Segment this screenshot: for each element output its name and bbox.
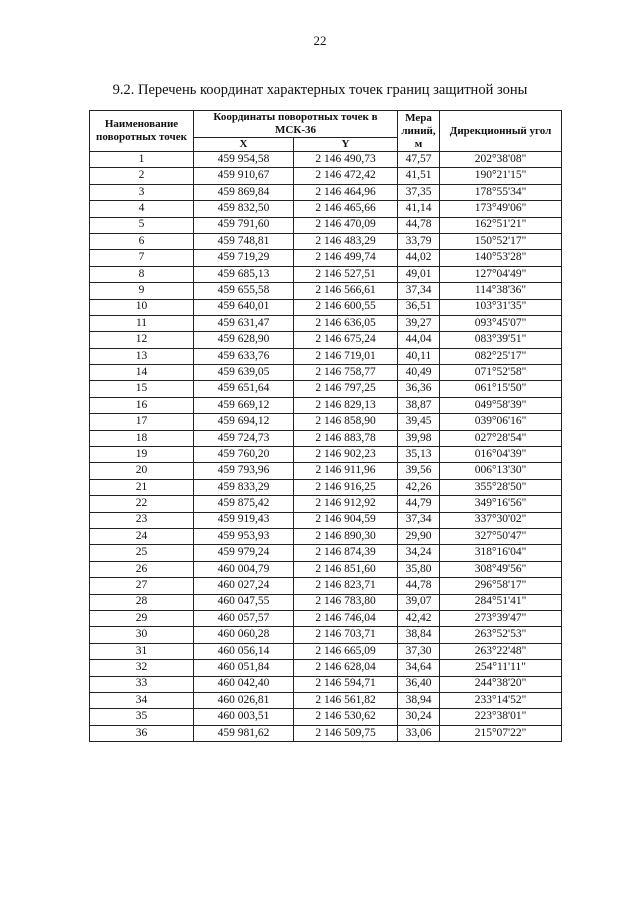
cell-y: 2 146 911,96 — [294, 463, 398, 479]
cell-direction-angle: 103°31'35" — [440, 299, 562, 315]
cell-x: 460 047,55 — [194, 594, 294, 610]
cell-direction-angle: 233°14'52" — [440, 692, 562, 708]
table-row — [90, 709, 562, 725]
cell-y: 2 146 902,23 — [294, 447, 398, 463]
header-point-name: Наименование поворотных точек — [90, 111, 194, 152]
cell-direction-angle: 337°30'02" — [440, 512, 562, 528]
cell-x: 459 724,73 — [194, 430, 294, 446]
cell-direction-angle: 127°04'49" — [440, 266, 562, 282]
table-row — [90, 676, 562, 692]
cell-line-measure: 37,30 — [398, 643, 440, 659]
cell-x: 459 910,67 — [194, 168, 294, 184]
cell-y: 2 146 904,59 — [294, 512, 398, 528]
cell-line-measure: 44,04 — [398, 332, 440, 348]
cell-x: 459 694,12 — [194, 414, 294, 430]
table-row — [90, 692, 562, 708]
table-caption: 9.2. Перечень координат характерных точек границ защитной зоны — [112, 82, 528, 98]
cell-point-number: 30 — [90, 627, 194, 643]
cell-y: 2 146 530,62 — [294, 709, 398, 725]
cell-x: 460 056,14 — [194, 643, 294, 659]
cell-direction-angle: 355°28'50" — [440, 479, 562, 495]
cell-x: 459 628,90 — [194, 332, 294, 348]
cell-point-number: 21 — [90, 479, 194, 495]
table-row — [90, 283, 562, 299]
cell-direction-angle: 327°50'47" — [440, 528, 562, 544]
cell-y: 2 146 527,51 — [294, 266, 398, 282]
cell-x: 460 051,84 — [194, 660, 294, 676]
cell-point-number: 20 — [90, 463, 194, 479]
cell-point-number: 19 — [90, 447, 194, 463]
header-coordinates: Координаты поворотных точек в МСК-36 — [194, 111, 398, 138]
cell-line-measure: 39,27 — [398, 315, 440, 331]
cell-y: 2 146 829,13 — [294, 397, 398, 413]
cell-line-measure: 49,01 — [398, 266, 440, 282]
cell-direction-angle: 093°45'07" — [440, 315, 562, 331]
cell-direction-angle: 318°16'04" — [440, 545, 562, 561]
cell-point-number: 11 — [90, 315, 194, 331]
cell-direction-angle: 027°28'54" — [440, 430, 562, 446]
header-y: Y — [294, 138, 398, 152]
cell-direction-angle: 140°53'28" — [440, 250, 562, 266]
cell-y: 2 146 509,75 — [294, 725, 398, 741]
cell-point-number: 35 — [90, 709, 194, 725]
cell-direction-angle: 215°07'22" — [440, 725, 562, 741]
cell-point-number: 31 — [90, 643, 194, 659]
cell-point-number: 12 — [90, 332, 194, 348]
cell-x: 459 655,58 — [194, 283, 294, 299]
cell-line-measure: 41,51 — [398, 168, 440, 184]
cell-y: 2 146 636,05 — [294, 315, 398, 331]
cell-y: 2 146 628,04 — [294, 660, 398, 676]
cell-y: 2 146 823,71 — [294, 578, 398, 594]
cell-x: 460 057,57 — [194, 610, 294, 626]
cell-direction-angle: 083°39'51" — [440, 332, 562, 348]
table-row — [90, 168, 562, 184]
table-row — [90, 528, 562, 544]
table-row — [90, 627, 562, 643]
cell-point-number: 34 — [90, 692, 194, 708]
cell-y: 2 146 561,82 — [294, 692, 398, 708]
cell-direction-angle: 178°55'34" — [440, 184, 562, 200]
coordinates-table — [89, 110, 562, 742]
table-row — [90, 594, 562, 610]
cell-direction-angle: 114°38'36" — [440, 283, 562, 299]
cell-x: 459 631,47 — [194, 315, 294, 331]
cell-line-measure: 42,26 — [398, 479, 440, 495]
cell-x: 460 003,51 — [194, 709, 294, 725]
cell-x: 459 791,60 — [194, 217, 294, 233]
cell-line-measure: 40,49 — [398, 365, 440, 381]
header-direction-angle: Дирекционный угол — [440, 111, 562, 152]
cell-point-number: 14 — [90, 365, 194, 381]
cell-direction-angle: 223°38'01" — [440, 709, 562, 725]
cell-direction-angle: 254°11'11" — [440, 660, 562, 676]
cell-y: 2 146 470,09 — [294, 217, 398, 233]
cell-line-measure: 47,57 — [398, 152, 440, 168]
cell-line-measure: 36,40 — [398, 676, 440, 692]
cell-point-number: 15 — [90, 381, 194, 397]
table-row — [90, 725, 562, 741]
cell-line-measure: 29,90 — [398, 528, 440, 544]
cell-point-number: 16 — [90, 397, 194, 413]
cell-line-measure: 34,24 — [398, 545, 440, 561]
table-row — [90, 365, 562, 381]
table-row — [90, 152, 562, 168]
table-row — [90, 414, 562, 430]
cell-x: 460 027,24 — [194, 578, 294, 594]
table-row — [90, 315, 562, 331]
cell-x: 459 832,50 — [194, 201, 294, 217]
cell-line-measure: 35,13 — [398, 447, 440, 463]
cell-point-number: 25 — [90, 545, 194, 561]
cell-y: 2 146 890,30 — [294, 528, 398, 544]
cell-x: 459 685,13 — [194, 266, 294, 282]
table-row — [90, 332, 562, 348]
table-row — [90, 299, 562, 315]
cell-line-measure: 39,45 — [398, 414, 440, 430]
cell-y: 2 146 858,90 — [294, 414, 398, 430]
cell-x: 459 979,24 — [194, 545, 294, 561]
cell-direction-angle: 016°04'39" — [440, 447, 562, 463]
cell-line-measure: 37,34 — [398, 512, 440, 528]
cell-point-number: 7 — [90, 250, 194, 266]
cell-line-measure: 36,51 — [398, 299, 440, 315]
table-row — [90, 266, 562, 282]
cell-x: 459 919,43 — [194, 512, 294, 528]
table-row — [90, 447, 562, 463]
cell-direction-angle: 273°39'47" — [440, 610, 562, 626]
cell-y: 2 146 465,66 — [294, 201, 398, 217]
cell-line-measure: 35,80 — [398, 561, 440, 577]
cell-y: 2 146 600,55 — [294, 299, 398, 315]
cell-x: 459 953,93 — [194, 528, 294, 544]
cell-point-number: 23 — [90, 512, 194, 528]
cell-x: 459 639,05 — [194, 365, 294, 381]
cell-direction-angle: 061°15'50" — [440, 381, 562, 397]
cell-point-number: 8 — [90, 266, 194, 282]
cell-x: 459 981,62 — [194, 725, 294, 741]
table-row — [90, 643, 562, 659]
cell-y: 2 146 499,74 — [294, 250, 398, 266]
cell-line-measure: 38,87 — [398, 397, 440, 413]
cell-point-number: 24 — [90, 528, 194, 544]
table-row — [90, 250, 562, 266]
cell-point-number: 5 — [90, 217, 194, 233]
cell-direction-angle: 263°52'53" — [440, 627, 562, 643]
table-row — [90, 217, 562, 233]
cell-line-measure: 40,11 — [398, 348, 440, 364]
cell-direction-angle: 263°22'48" — [440, 643, 562, 659]
cell-direction-angle: 284°51'41" — [440, 594, 562, 610]
cell-line-measure: 44,79 — [398, 496, 440, 512]
table-row — [90, 512, 562, 528]
cell-y: 2 146 665,09 — [294, 643, 398, 659]
cell-point-number: 13 — [90, 348, 194, 364]
cell-line-measure: 33,79 — [398, 233, 440, 249]
cell-line-measure: 39,56 — [398, 463, 440, 479]
cell-x: 460 042,40 — [194, 676, 294, 692]
cell-y: 2 146 490,73 — [294, 152, 398, 168]
cell-y: 2 146 464,96 — [294, 184, 398, 200]
cell-line-measure: 39,07 — [398, 594, 440, 610]
table-row — [90, 184, 562, 200]
cell-x: 459 760,20 — [194, 447, 294, 463]
table-row — [90, 381, 562, 397]
cell-direction-angle: 349°16'56" — [440, 496, 562, 512]
header-line-measure: Мера линий, м — [398, 111, 440, 152]
cell-x: 460 060,28 — [194, 627, 294, 643]
cell-point-number: 22 — [90, 496, 194, 512]
cell-x: 460 004,79 — [194, 561, 294, 577]
cell-point-number: 2 — [90, 168, 194, 184]
cell-y: 2 146 703,71 — [294, 627, 398, 643]
table-row — [90, 578, 562, 594]
cell-line-measure: 38,84 — [398, 627, 440, 643]
cell-y: 2 146 566,61 — [294, 283, 398, 299]
cell-line-measure: 44,02 — [398, 250, 440, 266]
cell-direction-angle: 202°38'08" — [440, 152, 562, 168]
cell-direction-angle: 039°06'16" — [440, 414, 562, 430]
cell-point-number: 33 — [90, 676, 194, 692]
cell-point-number: 6 — [90, 233, 194, 249]
table-header — [90, 111, 562, 152]
cell-direction-angle: 308°49'56" — [440, 561, 562, 577]
cell-y: 2 146 783,80 — [294, 594, 398, 610]
table-row — [90, 561, 562, 577]
cell-y: 2 146 758,77 — [294, 365, 398, 381]
cell-line-measure: 37,35 — [398, 184, 440, 200]
cell-point-number: 1 — [90, 152, 194, 168]
cell-point-number: 10 — [90, 299, 194, 315]
cell-point-number: 18 — [90, 430, 194, 446]
cell-y: 2 146 916,25 — [294, 479, 398, 495]
cell-direction-angle: 082°25'17" — [440, 348, 562, 364]
cell-direction-angle: 190°21'15" — [440, 168, 562, 184]
header-x: X — [194, 138, 294, 152]
cell-line-measure: 33,06 — [398, 725, 440, 741]
cell-x: 459 669,12 — [194, 397, 294, 413]
cell-line-measure: 30,24 — [398, 709, 440, 725]
cell-x: 459 875,42 — [194, 496, 294, 512]
cell-x: 459 793,96 — [194, 463, 294, 479]
cell-direction-angle: 049°58'39" — [440, 397, 562, 413]
cell-y: 2 146 874,39 — [294, 545, 398, 561]
cell-x: 459 651,64 — [194, 381, 294, 397]
cell-y: 2 146 883,78 — [294, 430, 398, 446]
cell-direction-angle: 173°49'06" — [440, 201, 562, 217]
cell-point-number: 26 — [90, 561, 194, 577]
cell-y: 2 146 675,24 — [294, 332, 398, 348]
cell-y: 2 146 594,71 — [294, 676, 398, 692]
cell-point-number: 32 — [90, 660, 194, 676]
cell-point-number: 36 — [90, 725, 194, 741]
cell-point-number: 27 — [90, 578, 194, 594]
cell-direction-angle: 006°13'30" — [440, 463, 562, 479]
cell-x: 459 833,29 — [194, 479, 294, 495]
cell-x: 460 026,81 — [194, 692, 294, 708]
cell-line-measure: 37,34 — [398, 283, 440, 299]
cell-x: 459 748,81 — [194, 233, 294, 249]
table-row — [90, 479, 562, 495]
cell-point-number: 28 — [90, 594, 194, 610]
cell-direction-angle: 162°51'21" — [440, 217, 562, 233]
table-row — [90, 397, 562, 413]
table-row — [90, 496, 562, 512]
cell-line-measure: 39,98 — [398, 430, 440, 446]
cell-x: 459 633,76 — [194, 348, 294, 364]
table-row — [90, 430, 562, 446]
cell-point-number: 4 — [90, 201, 194, 217]
cell-y: 2 146 719,01 — [294, 348, 398, 364]
cell-x: 459 954,58 — [194, 152, 294, 168]
cell-y: 2 146 851,60 — [294, 561, 398, 577]
table-row — [90, 660, 562, 676]
table-body — [90, 152, 562, 742]
cell-direction-angle: 296°58'17" — [440, 578, 562, 594]
cell-x: 459 640,01 — [194, 299, 294, 315]
cell-direction-angle: 071°52'58" — [440, 365, 562, 381]
table-row — [90, 545, 562, 561]
cell-line-measure: 38,94 — [398, 692, 440, 708]
table-row — [90, 610, 562, 626]
cell-point-number: 9 — [90, 283, 194, 299]
table-row — [90, 348, 562, 364]
cell-x: 459 869,84 — [194, 184, 294, 200]
cell-line-measure: 41,14 — [398, 201, 440, 217]
cell-y: 2 146 912,92 — [294, 496, 398, 512]
cell-y: 2 146 483,29 — [294, 233, 398, 249]
cell-line-measure: 42,42 — [398, 610, 440, 626]
cell-direction-angle: 244°38'20" — [440, 676, 562, 692]
cell-y: 2 146 797,25 — [294, 381, 398, 397]
cell-direction-angle: 150°52'17" — [440, 233, 562, 249]
cell-point-number: 29 — [90, 610, 194, 626]
table-row — [90, 201, 562, 217]
cell-line-measure: 36,36 — [398, 381, 440, 397]
cell-y: 2 146 472,42 — [294, 168, 398, 184]
cell-point-number: 17 — [90, 414, 194, 430]
cell-x: 459 719,29 — [194, 250, 294, 266]
cell-line-measure: 34,64 — [398, 660, 440, 676]
page-number: 22 — [313, 33, 327, 48]
cell-point-number: 3 — [90, 184, 194, 200]
cell-line-measure: 44,78 — [398, 578, 440, 594]
cell-y: 2 146 746,04 — [294, 610, 398, 626]
cell-line-measure: 44,78 — [398, 217, 440, 233]
table-row — [90, 233, 562, 249]
table-row — [90, 463, 562, 479]
